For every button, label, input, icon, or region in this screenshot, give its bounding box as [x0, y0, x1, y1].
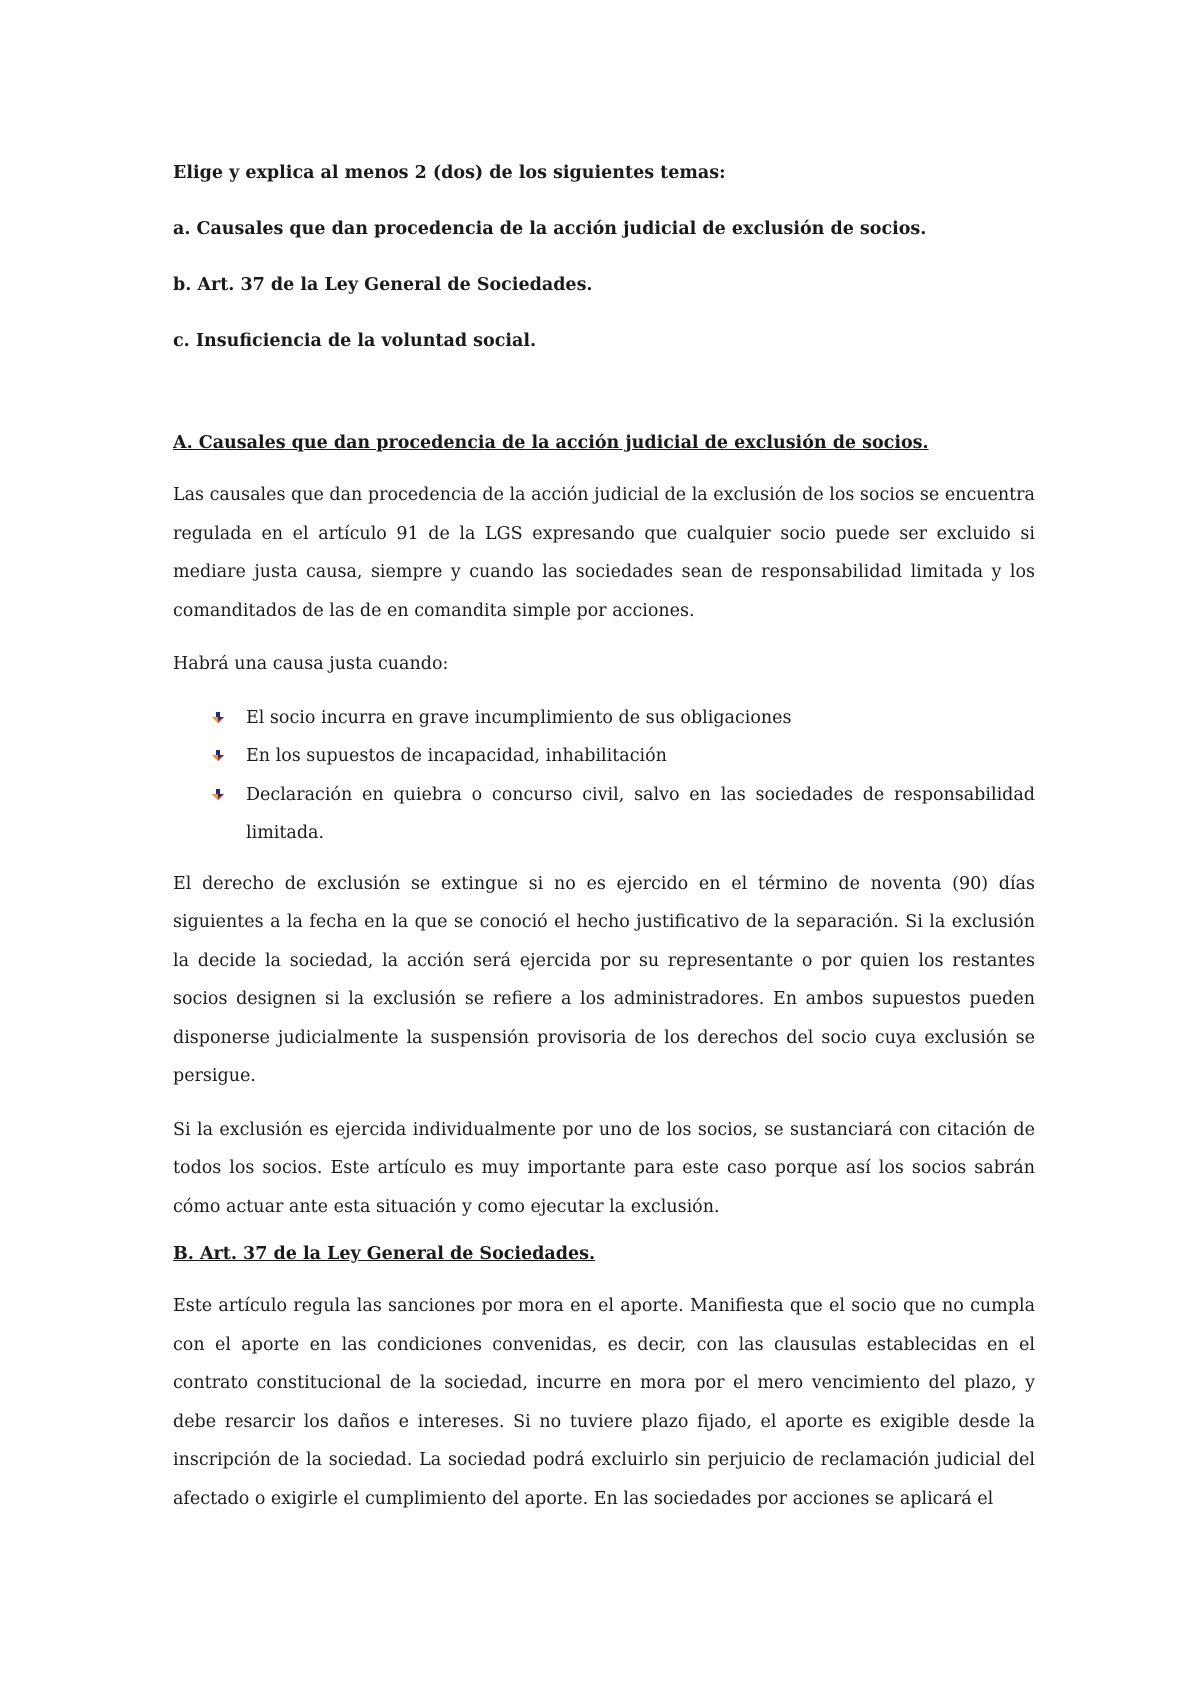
list-item-text: El socio incurra en grave incumplimiento de sus obligaciones	[246, 707, 792, 728]
arrow-down-bullet-icon	[211, 750, 225, 762]
topic-a: a. Causales que dan procedencia de la acción judicial de exclusión de socios.	[173, 219, 927, 239]
section-a-paragraph-4: Si la exclusión es ejercida individualmente por uno de los socios, se sustanciará con citación de todos los socios. Este artículo es muy importante para este caso porque así los socios sabrán cómo actuar ante esta situación y como ejecutar la exclusión.	[173, 1119, 1035, 1217]
just-cause-list	[173, 699, 1035, 853]
section-a-heading: A. Causales que dan procedencia de la acción judicial de exclusión de socios.	[173, 433, 929, 453]
section-a-paragraph-3: El derecho de exclusión se extingue si no es ejercido en el término de noventa (90) días siguientes a la fecha en la que se conoció el hecho justificativo de la separación. Si la exclusión la decide la sociedad, la acción será ejercida por su representante o por quien los restantes socios designen si la exclusión se refiere a los administradores. En ambos supuestos pueden disponerse judicialmente la suspensión provisoria de los derechos del socio cuya exclusión se persigue.	[173, 873, 1035, 1086]
section-a-paragraph-2: Habrá una causa justa cuando:	[173, 654, 449, 674]
arrow-down-bullet-icon	[211, 789, 225, 801]
topic-b: b. Art. 37 de la Ley General de Sociedades.	[173, 275, 593, 295]
list-item-text: Declaración en quiebra o concurso civil, salvo en las sociedades de responsabilidad limitada.	[246, 784, 1035, 843]
topic-c: c. Insuficiencia de la voluntad social.	[173, 331, 537, 351]
list-item-text: En los supuestos de incapacidad, inhabilitación	[246, 746, 667, 766]
section-b-paragraph-1: Este artículo regula las sanciones por mora en el aporte. Manifiesta que el socio que no cumpla con el aporte en las condiciones convenidas, es decir, con las clausulas establecidas en el contrato constitucional de la sociedad, incurre en mora por el mero vencimiento del plazo, y debe resarcir los daños e intereses. Si no tuviere plazo fijado, el aporte es exigible desde la inscripción de la sociedad. La sociedad podrá excluirlo sin perjuicio de reclamación judicial del afectado o exigirle el cumplimiento del aporte. En las sociedades por acciones se aplicará el	[173, 1296, 1035, 1509]
section-b-heading: B. Art. 37 de la Ley General de Sociedades.	[173, 1244, 596, 1264]
list-item	[173, 776, 1035, 853]
list-item	[173, 737, 1035, 776]
section-spacer	[173, 384, 1035, 430]
list-item	[173, 699, 1035, 738]
document-page	[173, 160, 1035, 1533]
assignment-prompt: Elige y explica al menos 2 (dos) de los siguientes temas:	[173, 163, 726, 183]
arrow-down-bullet-icon	[211, 712, 225, 724]
section-a-paragraph-1: Las causales que dan procedencia de la acción judicial de la exclusión de los socios se encuentra regulada en el artículo 91 de la LGS expresando que cualquier socio puede ser excluido si mediare justa causa, siempre y cuando las sociedades sean de responsabilidad limitada y los comanditados de las de en comandita simple por acciones.	[173, 485, 1035, 621]
